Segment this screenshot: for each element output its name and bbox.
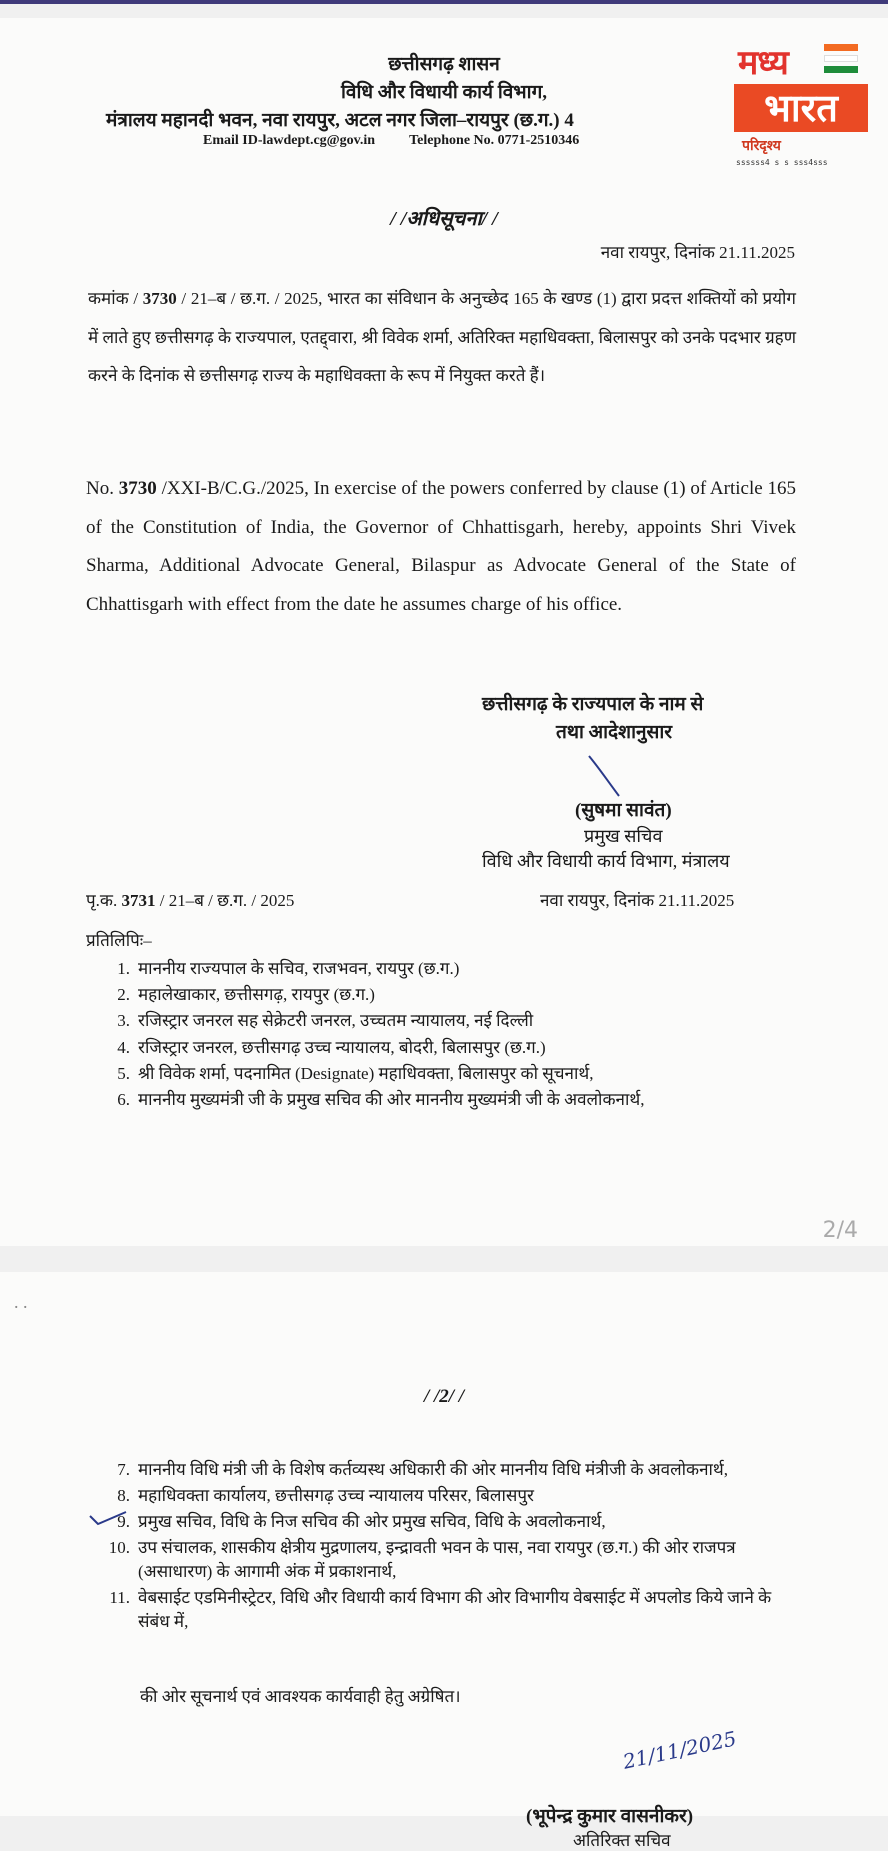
list-item-text: महाधिवक्ता कार्यालय, छत्तीसगढ़ उच्च न्यायालय परिसर, बिलासपुर [138, 1486, 534, 1505]
list-item-number: 5. [117, 1063, 130, 1083]
list-item-text: रजिस्ट्रार जनरल, छत्तीसगढ़ उच्च न्यायालय, बोदरी, बिलासपुर (छ.ग.) [138, 1037, 546, 1057]
list-item-text: प्रमुख सचिव, विधि के निज सचिव की ओर प्रमुख सचिव, विधि के अवलोकनार्थ, [138, 1512, 606, 1531]
list-item-text: श्री विवेक शर्मा, पदनामित (Designate) महाधिवक्ता, बिलासपुर को सूचनार्थ, [138, 1063, 594, 1083]
list-item [100, 1061, 644, 1087]
document-page-1 [0, 18, 888, 1246]
signature-authority-line2: तथा आदेशानुसार [556, 722, 673, 743]
document-page-2 [0, 1272, 888, 1850]
header-contact [203, 133, 579, 149]
logo-word-madhya: मध्य [738, 43, 788, 83]
hindi-order-number: 3730 [142, 289, 177, 308]
logo-small-text: ssssss4 s s sss4sss [736, 158, 828, 167]
checkmark-icon [88, 1508, 128, 1530]
list-item-number: 6. [117, 1090, 130, 1110]
signatory-department: विधि और विधायी कार्य विभाग, मंत्रालय [482, 851, 730, 871]
flag-white-stripe [824, 55, 858, 62]
list-item-number: 4. [117, 1037, 130, 1057]
madhya-bharat-logo [734, 38, 866, 170]
list-item-text: रजिस्ट्रार जनरल सह सेक्रेटरी जनरल, उच्चतम न्यायालय, नई दिल्ली [138, 1011, 534, 1031]
list-item [100, 1586, 788, 1634]
notice-date: नवा रायपुर, दिनांक 21.11.2025 [600, 243, 795, 262]
list-item-text: माननीय विधि मंत्री जी के विशेष कर्तव्यस्थ अधिकारी की ओर माननीय विधि मंत्रीजी के अवलोकनार्थ, [138, 1460, 729, 1479]
signatory-name: (सुषमा सावंत) [575, 800, 672, 821]
handwritten-date: 21/11/2025 [620, 1726, 739, 1774]
header-department: विधि और विधायी कार्य विभाग, [340, 82, 548, 103]
header-government: छत्तीसगढ़ शासन [388, 54, 500, 75]
top-accent-bar [0, 0, 888, 4]
signer-name: (भूपेन्द्र कुमार वासनीकर) [526, 1806, 694, 1827]
notice-title: / /अधिसूचना/ / [390, 208, 498, 230]
list-item-number: 7. [117, 1460, 130, 1479]
list-item-number: 3. [117, 1011, 130, 1031]
list-item-number: 10. [108, 1538, 130, 1557]
english-notification-paragraph [86, 470, 796, 624]
endorsement-rest: / 21–ब / छ.ग. / 2025 [155, 891, 295, 910]
copy-to-label: प्रतिलिपिः– [86, 931, 152, 950]
hindi-order-body: / 21–ब / छ.ग. / 2025, भारत का संविधान के अनुच्छेद 165 के खण्ड (1) द्वारा प्रदत्त शक्तियों को प्रयोग में लाते हुए छत्तीसगढ़ के राज्यपाल, एतद्द्वारा, श्री विवेक शर्मा, अतिरिक्त महाधिवक्ता, बिलासपुर को उनके पदभार ग्रहण करने के दिनांक से छत्तीसगढ़ राज्य के महाधिवक्ता के रूप में नियुक्त करते हैं। [88, 289, 796, 385]
header-telephone: Telephone No. 0771-2510346 [409, 133, 580, 148]
list-item [100, 1008, 644, 1034]
english-order-body: /XXI-B/C.G./2025, In exercise of the powers conferred by clause (1) of Article 165 of the Constitution of India, the Governor of Chhattisgarh, hereby, appoints Shri Vivek Sharma, Additional Advocate General, Bilaspur as Advocate General of the State of Chhattisgarh with effect from the date he assumes charge of his office. [86, 478, 796, 615]
header-email: Email ID-lawdept.cg@gov.in [203, 133, 376, 148]
forwarding-note: की ओर सूचनार्थ एवं आवश्यक कार्यवाही हेतु अग्रेषित। [140, 1687, 461, 1706]
signature-authority-line1: छत्तीसगढ़ के राज्यपाल के नाम से [482, 694, 704, 715]
endorsement-prefix: पृ.क. [86, 891, 122, 910]
list-item-number: 11. [109, 1588, 130, 1607]
list-item-number: 8. [117, 1486, 130, 1505]
tricolor-flag-icon [824, 44, 858, 77]
list-item-text: महालेखाकार, छत्तीसगढ़, रायपुर (छ.ग.) [138, 985, 375, 1005]
logo-word-bharat: भारत [734, 84, 868, 132]
hindi-order-prefix: कमांक / [88, 289, 143, 308]
english-order-prefix: No. [86, 478, 119, 499]
logo-tagline: परिदृश्य [742, 138, 781, 154]
list-item [100, 1510, 788, 1534]
header-address: मंत्रालय महानदी भवन, नवा रायपुर, अटल नगर जिला–रायपुर (छ.ग.) 4 [106, 110, 574, 131]
list-item [100, 1087, 644, 1113]
signatory-designation: प्रमुख सचिव [584, 826, 663, 846]
flag-saffron-stripe [824, 44, 858, 51]
list-item [100, 1458, 788, 1482]
list-item-text: माननीय राज्यपाल के सचिव, राजभवन, रायपुर (छ.ग.) [138, 959, 460, 978]
copy-list-page1 [100, 956, 644, 1113]
flag-green-stripe [824, 66, 858, 73]
list-item-number: 9. [117, 1512, 130, 1531]
list-item [100, 982, 644, 1008]
hindi-notification-paragraph [88, 280, 796, 396]
page-indicator: 2/4 [822, 1218, 858, 1243]
list-item [100, 1035, 644, 1061]
list-item [100, 1536, 788, 1584]
list-item-text: वेबसाईट एडमिनीस्ट्रेटर, विधि और विधायी कार्य विभाग की ओर विभागीय वेबसाईट में अपलोड किये जाने के संबंध में, [138, 1588, 772, 1631]
page-2-title: / /2/ / [423, 1386, 465, 1407]
list-item [100, 1484, 788, 1508]
list-item-number: 1. [117, 959, 130, 978]
endorsement-number-line [86, 888, 294, 911]
signature-stroke-icon [585, 752, 645, 802]
scan-dots: . . [14, 1292, 28, 1312]
endorsement-date: नवा रायपुर, दिनांक 21.11.2025 [540, 891, 735, 910]
english-order-number: 3730 [118, 478, 157, 499]
endorsement-number: 3731 [121, 891, 156, 910]
list-item-text: माननीय मुख्यमंत्री जी के प्रमुख सचिव की ओर माननीय मुख्यमंत्री जी के अवलोकनार्थ, [138, 1090, 645, 1110]
list-item-number: 2. [117, 985, 130, 1005]
signer-designation: अतिरिक्त सचिव [573, 1831, 671, 1850]
list-item-text: उप संचालक, शासकीय क्षेत्रीय मुद्रणालय, इन्द्रावती भवन के पास, नवा रायपुर (छ.ग.) की ओर राजपत्र (असाधारण) के आगामी अंक में प्रकाशनार्थ, [138, 1538, 736, 1581]
copy-list-page2 [100, 1458, 788, 1634]
list-item [100, 956, 644, 982]
